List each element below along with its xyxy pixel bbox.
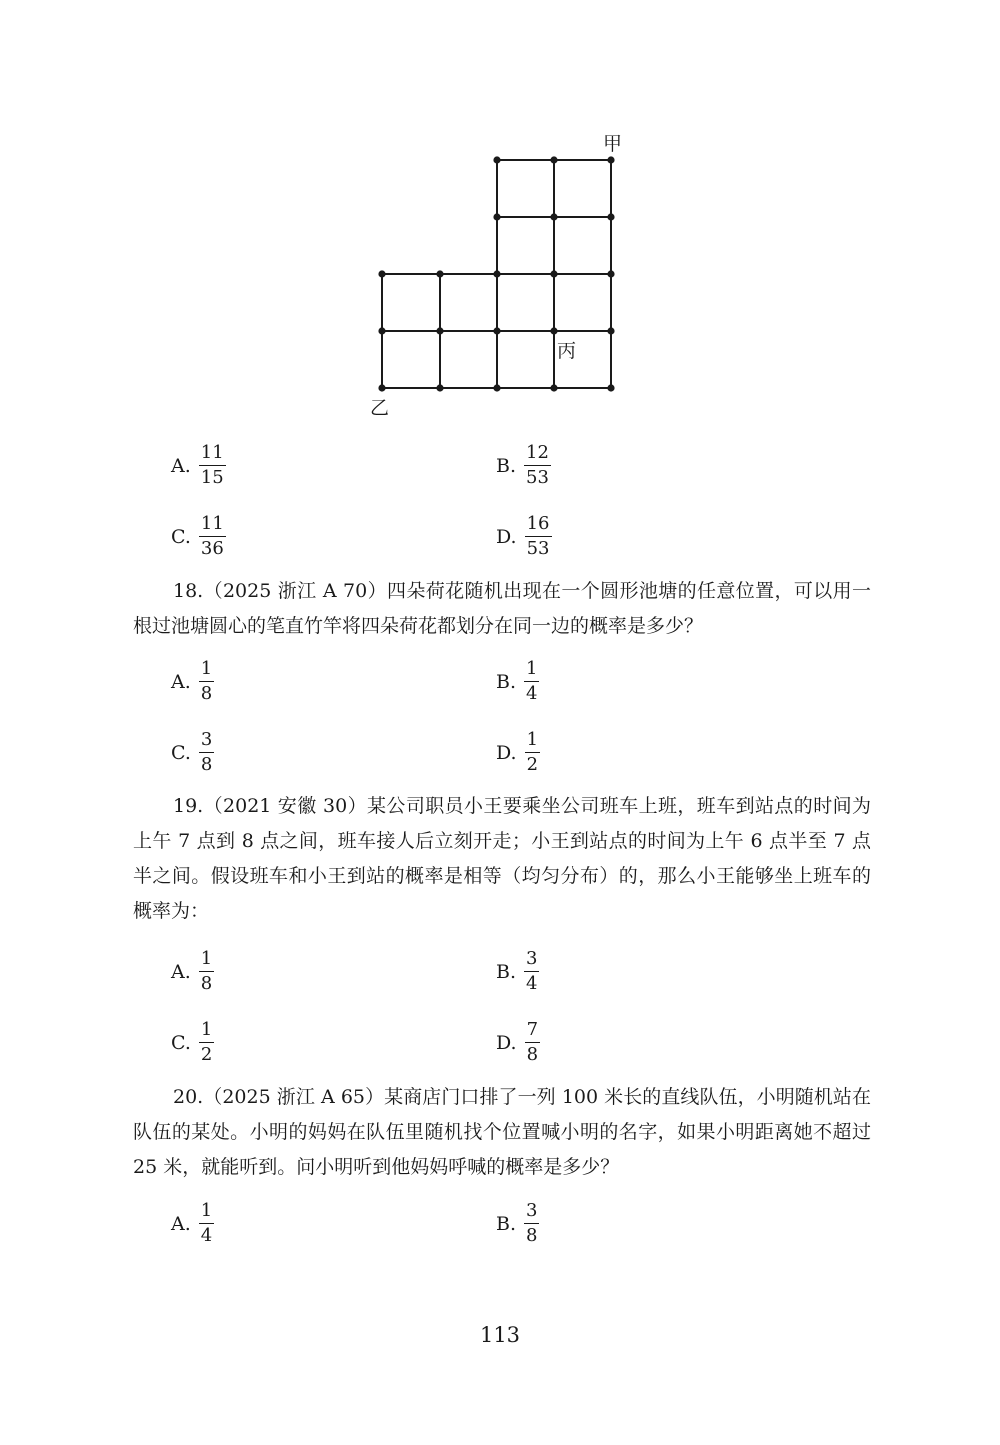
option-letter: B.	[496, 670, 517, 693]
fraction-numerator: 1	[525, 729, 540, 753]
option-letter: B.	[496, 1212, 517, 1235]
q18-option-a	[171, 658, 214, 705]
fraction-numerator: 3	[199, 729, 214, 753]
fraction-numerator: 3	[524, 1200, 539, 1224]
fraction-numerator: 1	[524, 658, 539, 682]
q20-option-a	[171, 1200, 214, 1247]
fraction-denominator: 4	[526, 973, 538, 994]
fraction-denominator: 53	[526, 467, 549, 488]
grid-node	[436, 270, 443, 277]
grid-node	[436, 384, 443, 391]
option-letter: A.	[171, 1212, 191, 1235]
grid-node	[550, 213, 557, 220]
fraction	[525, 729, 540, 776]
q18-option-d	[496, 729, 540, 776]
q19-option-b	[496, 948, 539, 995]
fraction-numerator: 1	[199, 658, 214, 682]
q18-option-c	[171, 729, 214, 776]
option-letter: A.	[171, 960, 191, 983]
grid-node	[607, 156, 614, 163]
fraction-numerator: 11	[199, 442, 226, 466]
fraction	[524, 1200, 539, 1247]
grid-node	[493, 270, 500, 277]
grid-node	[607, 270, 614, 277]
fraction	[525, 1019, 540, 1066]
option-letter: D.	[496, 525, 517, 548]
grid-node	[550, 327, 557, 334]
page-number: 113	[479, 1323, 521, 1347]
fraction	[199, 442, 226, 489]
option-letter: B.	[496, 960, 517, 983]
fraction	[199, 1200, 214, 1247]
grid-node	[378, 384, 385, 391]
option-letter: D.	[496, 741, 517, 764]
q20-option-b	[496, 1200, 539, 1247]
fraction-denominator: 8	[526, 1044, 539, 1065]
question-18: 18.（2025 浙江 A 70）四朵荷花随机出现在一个圆形池塘的任意位置，可以用一根过池塘圆心的笔直竹竿将四朵荷花都划分在同一边的概率是多少？	[133, 580, 871, 637]
option-letter: B.	[496, 454, 517, 477]
grid-node	[493, 384, 500, 391]
q18-option-b	[496, 658, 539, 705]
fraction-denominator: 53	[526, 538, 550, 559]
fraction-denominator: 8	[200, 973, 213, 994]
grid-node	[493, 213, 500, 220]
fraction	[524, 948, 539, 995]
fraction-denominator: 4	[200, 1225, 213, 1246]
option-letter: D.	[496, 1031, 517, 1054]
fraction-numerator: 11	[199, 513, 226, 537]
fraction	[199, 513, 226, 560]
q17-option-c	[171, 513, 226, 560]
grid-node	[378, 327, 385, 334]
fraction-numerator: 1	[199, 1200, 214, 1224]
question-19: 19.（2021 安徽 30）某公司职员小王要乘坐公司班车上班，班车到站点的时间为上午 7 点到 8 点之间，班车接人后立刻开走；小王到站点的时间为上午 6 点半至 7 点半之间。假设班车和小王到站的概率是相等（均匀分布）的，那么小王能够坐上班车的概率为：	[133, 795, 871, 922]
grid-node	[607, 327, 614, 334]
q19-option-d	[496, 1019, 540, 1066]
fraction-numerator: 1	[199, 1019, 214, 1043]
label-yi: 乙	[370, 397, 390, 419]
fraction-denominator: 8	[526, 1225, 538, 1246]
fraction-denominator: 2	[200, 1044, 213, 1065]
q19-option-a	[171, 948, 214, 995]
option-letter: A.	[171, 454, 191, 477]
fraction-denominator: 4	[526, 683, 538, 704]
fraction-denominator: 8	[200, 754, 213, 775]
fraction-numerator: 3	[524, 948, 539, 972]
fraction	[525, 513, 552, 560]
fraction-numerator: 1	[199, 948, 214, 972]
fraction-denominator: 15	[200, 467, 224, 488]
grid-node	[607, 384, 614, 391]
grid-node	[550, 384, 557, 391]
grid-node	[550, 156, 557, 163]
q17-option-d	[496, 513, 552, 560]
fraction	[199, 1019, 214, 1066]
option-letter: C.	[171, 525, 191, 548]
option-letter: C.	[171, 741, 191, 764]
grid-node	[378, 270, 385, 277]
fraction-numerator: 7	[525, 1019, 540, 1043]
q19-option-c	[171, 1019, 214, 1066]
fraction	[199, 948, 214, 995]
label-jia: 甲	[603, 133, 623, 155]
grid-node	[550, 270, 557, 277]
q17-option-b	[496, 442, 551, 489]
grid-node	[607, 213, 614, 220]
fraction-denominator: 8	[200, 683, 213, 704]
q17-option-a	[171, 442, 226, 489]
fraction-numerator: 12	[524, 442, 551, 466]
fraction	[199, 729, 214, 776]
grid-node	[436, 327, 443, 334]
fraction-denominator: 36	[200, 538, 224, 559]
grid-path-figure	[360, 130, 630, 420]
fraction	[524, 658, 539, 705]
fraction-denominator: 2	[526, 754, 539, 775]
option-letter: A.	[171, 670, 191, 693]
fraction	[524, 442, 551, 489]
question-20: 20.（2025 浙江 A 65）某商店门口排了一列 100 米长的直线队伍，小明随机站在队伍的某处。小明的妈妈在队伍里随机找个位置喊小明的名字，如果小明距离她不超过 25 米，就能听到。问小明听到他妈妈呼喊的概率是多少？	[133, 1086, 871, 1178]
option-letter: C.	[171, 1031, 191, 1054]
label-bing: 丙	[557, 340, 577, 362]
fraction	[199, 658, 214, 705]
fraction-numerator: 16	[525, 513, 552, 537]
grid-node	[493, 156, 500, 163]
grid-node	[493, 327, 500, 334]
